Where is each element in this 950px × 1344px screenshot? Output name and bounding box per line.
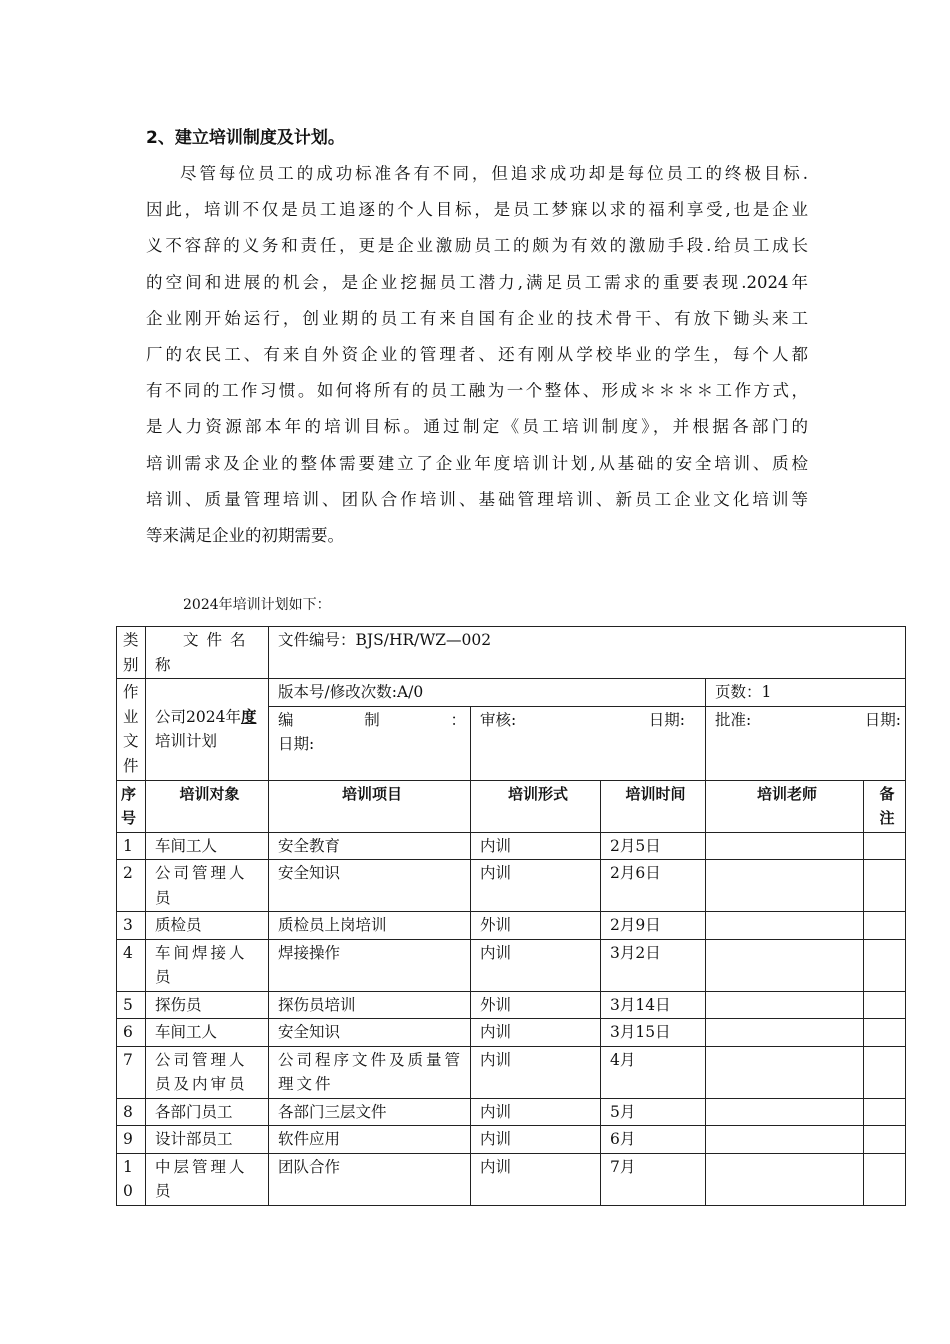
review-date: 日期: [648, 710, 685, 729]
cell-form: 内训 [471, 1046, 601, 1098]
cell-no: 6 [117, 1019, 146, 1047]
cell-no: 9 [117, 1126, 146, 1154]
doc-name-value-post: 培训计划 [155, 732, 218, 751]
col-header-target: 培训对象 [146, 780, 269, 832]
cell-item: 各部门三层文件 [269, 1098, 471, 1126]
doc-name-value-pre: 公司2024年 [155, 707, 241, 726]
paragraph-line: 尽管每位员工的成功标准各有不同，但追求成功却是每位员工的终极目标. [180, 164, 808, 183]
cell-form: 内训 [471, 832, 601, 860]
cell-form: 内训 [471, 939, 601, 991]
cell-form: 内训 [471, 1126, 601, 1154]
cell-note [864, 1098, 906, 1126]
cell-item: 安全教育 [269, 832, 471, 860]
cell-target: 各部门员工 [146, 1098, 269, 1126]
cell-note [864, 1019, 906, 1047]
cell-time: 6月 [601, 1126, 706, 1154]
cell-teacher [706, 1126, 864, 1154]
doc-name-label: 文件名称 [146, 627, 269, 679]
cell-time: 7月 [601, 1153, 706, 1205]
version-field: 版本号/修改次数:A/0 [269, 679, 706, 707]
col-header-item: 培训项目 [269, 780, 471, 832]
cell-no: 1 [117, 832, 146, 860]
cell-note [864, 1046, 906, 1098]
col-header-time: 培训时间 [601, 780, 706, 832]
col-header-form: 培训形式 [471, 780, 601, 832]
cell-teacher [706, 1046, 864, 1098]
col-header-note: 备注 [864, 780, 906, 832]
paragraph-line: 培训、质量管理培训、团队合作培训、基础管理培训、新员工企业文化培训等 [146, 489, 808, 509]
cell-form: 内训 [471, 1019, 601, 1047]
cell-note [864, 1153, 906, 1205]
approve-date: 日期: [864, 710, 902, 729]
paragraph-line: 厂的农民工、有来自外资企业的管理者、还有刚从学校毕业的学生，每个人都 [146, 344, 808, 364]
cell-target: 车间工人 [146, 832, 269, 860]
cell-teacher [706, 991, 864, 1019]
cell-note [864, 860, 906, 912]
cell-target: 车间焊接人员 [146, 939, 269, 991]
cell-time: 3月2日 [601, 939, 706, 991]
version-row [117, 679, 906, 707]
cell-item: 安全知识 [269, 860, 471, 912]
review-cell [471, 706, 706, 780]
table-row [117, 1126, 906, 1154]
cell-time: 3月14日 [601, 991, 706, 1019]
cell-item: 焊接操作 [269, 939, 471, 991]
cell-note [864, 939, 906, 991]
table-row [117, 832, 906, 860]
paragraph-line: 是人力资源部本年的培训目标。通过制定《员工培训制度》，并根据各部门的 [146, 417, 808, 437]
cell-no: 5 [117, 991, 146, 1019]
category-label: 类别 [117, 627, 146, 679]
section-heading: 2、建立培训制度及计划。 [146, 128, 345, 148]
paragraph-line: 的空间和进展的机会，是企业挖掘员工潜力,满足员工需求的重要表现.2024年 [146, 272, 808, 292]
cell-teacher [706, 1153, 864, 1205]
col-header-no: 序号 [117, 780, 146, 832]
cell-teacher [706, 832, 864, 860]
cell-target: 设计部员工 [146, 1126, 269, 1154]
cell-item: 软件应用 [269, 1126, 471, 1154]
doc-name-value [146, 679, 269, 781]
cell-note [864, 832, 906, 860]
cell-target: 中层管理人员 [146, 1153, 269, 1205]
cell-teacher [706, 1098, 864, 1126]
approve-label: 批准: [715, 710, 752, 729]
cell-note [864, 991, 906, 1019]
training-plan-table [116, 626, 906, 1206]
cell-time: 5月 [601, 1098, 706, 1126]
cell-item: 公司程序文件及质量管理文件 [269, 1046, 471, 1098]
cell-no: 7 [117, 1046, 146, 1098]
cell-note [864, 1126, 906, 1154]
col-header-teacher: 培训老师 [706, 780, 864, 832]
cell-form: 外训 [471, 991, 601, 1019]
cell-form: 内训 [471, 1098, 601, 1126]
approve-cell [706, 706, 906, 780]
table-row [117, 1019, 906, 1047]
cell-note [864, 912, 906, 940]
cell-teacher [706, 912, 864, 940]
cell-teacher [706, 1019, 864, 1047]
table-row [117, 939, 906, 991]
cell-target: 质检员 [146, 912, 269, 940]
compiled-cell [269, 706, 471, 780]
cell-time: 2月6日 [601, 860, 706, 912]
table-row [117, 860, 906, 912]
doc-header-row [117, 627, 906, 679]
cell-item: 团队合作 [269, 1153, 471, 1205]
column-header-row [117, 780, 906, 832]
paragraph-line: 等来满足企业的初期需要。 [146, 525, 344, 545]
cell-teacher [706, 939, 864, 991]
doc-number: 文件编号：BJS/HR/WZ—002 [269, 627, 906, 679]
cell-target: 公司管理人员及内审员 [146, 1046, 269, 1098]
review-label: 审核: [480, 710, 517, 729]
paragraph-line: 因此，培训不仅是员工追逐的个人目标，是员工梦寐以求的福利享受,也是企业 [146, 200, 808, 220]
pages-field: 页数：1 [706, 679, 906, 707]
cell-time: 2月5日 [601, 832, 706, 860]
table-row [117, 1153, 906, 1205]
table-row [117, 1098, 906, 1126]
cell-no: 8 [117, 1098, 146, 1126]
paragraph-line: 企业刚开始运行，创业期的员工有来自国有企业的技术骨干、有放下锄头来工 [146, 308, 808, 328]
cell-item: 质检员上岗培训 [269, 912, 471, 940]
paragraph-line: 义不容辞的义务和责任，更是企业激励员工的颇为有效的激励手段.给员工成长 [146, 236, 808, 256]
cell-no: 4 [117, 939, 146, 991]
cell-item: 安全知识 [269, 1019, 471, 1047]
table-row [117, 1046, 906, 1098]
cell-target: 探伤员 [146, 991, 269, 1019]
cell-time: 3月15日 [601, 1019, 706, 1047]
compiled-label: 编制： [278, 710, 466, 729]
paragraph-line: 有不同的工作习惯。如何将所有的员工融为一个整体、形成＊＊＊＊工作方式， [146, 381, 808, 401]
cell-item: 探伤员培训 [269, 991, 471, 1019]
cell-no: 2 [117, 860, 146, 912]
cell-form: 外训 [471, 912, 601, 940]
cell-teacher [706, 860, 864, 912]
cell-form: 内训 [471, 1153, 601, 1205]
cell-time: 4月 [601, 1046, 706, 1098]
cell-time: 2月9日 [601, 912, 706, 940]
category-value: 作业文件 [117, 679, 146, 781]
cell-target: 公司管理人员 [146, 860, 269, 912]
cell-target: 车间工人 [146, 1019, 269, 1047]
plan-intro: 2024年培训计划如下： [183, 597, 331, 613]
cell-no: 10 [117, 1153, 146, 1205]
table-row [117, 991, 906, 1019]
body-paragraph [146, 156, 808, 554]
table-row [117, 912, 906, 940]
paragraph-line: 培训需求及企业的整体需要建立了企业年度培训计划,从基础的安全培训、质检 [146, 453, 808, 473]
doc-name-value-bold: 度 [240, 706, 257, 726]
cell-form: 内训 [471, 860, 601, 912]
compiled-date: 日期: [278, 735, 315, 753]
cell-no: 3 [117, 912, 146, 940]
